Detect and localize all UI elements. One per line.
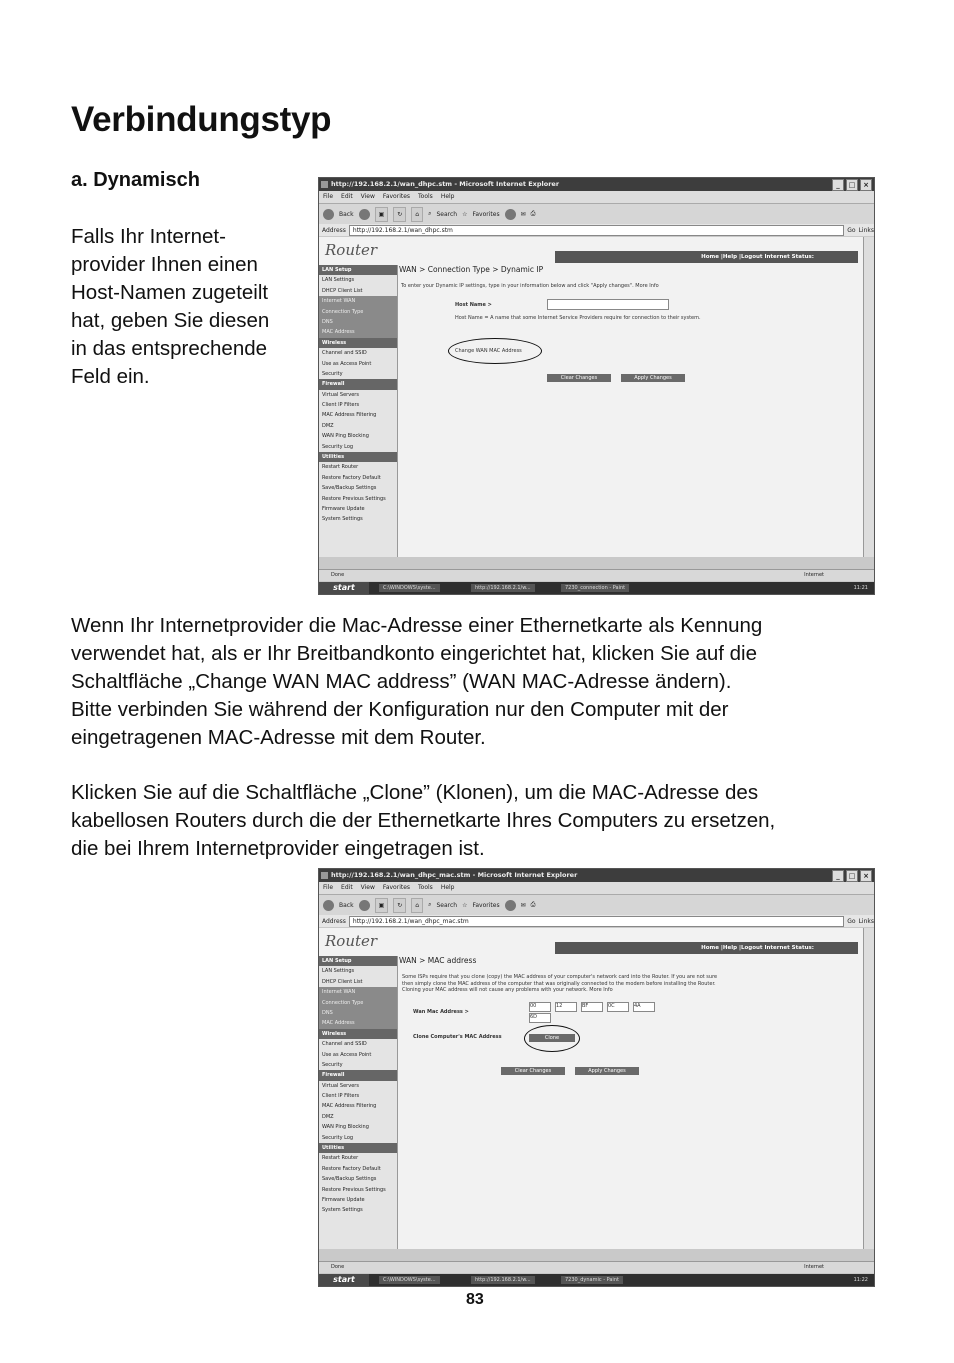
maximize-icon[interactable]: □ [846, 179, 858, 191]
taskbar-item[interactable]: C:\WINDOWS\syste... [379, 584, 440, 592]
sidebar-item[interactable]: Virtual Servers [322, 1082, 359, 1089]
router-sidebar [319, 265, 398, 557]
sidebar-item[interactable]: Restore Previous Settings [322, 1186, 386, 1193]
vertical-scrollbar[interactable] [863, 237, 874, 557]
menu-edit[interactable]: Edit [341, 884, 353, 891]
router-content [399, 956, 864, 1249]
go-button[interactable]: Go [847, 917, 856, 925]
sidebar-item[interactable]: MAC Address Filtering [322, 1103, 377, 1110]
maximize-icon[interactable]: □ [846, 870, 858, 882]
clear-changes-button[interactable]: Clear Changes [501, 1067, 565, 1075]
clone-mac-label: Clone Computer's MAC Address [413, 1034, 502, 1040]
sidebar-item[interactable]: MAC Address [319, 327, 397, 337]
back-label[interactable]: Back [339, 901, 354, 909]
sidebar-item[interactable]: DMZ [322, 422, 334, 429]
sidebar-item[interactable]: System Settings [322, 1207, 363, 1214]
sidebar-item[interactable]: Virtual Servers [322, 391, 359, 398]
sidebar-item[interactable]: Client IP Filters [322, 402, 360, 409]
home-icon[interactable]: ⌂ [411, 898, 423, 913]
sidebar-heading-lan: LAN Setup [319, 956, 397, 966]
status-done: Done [331, 572, 345, 578]
sidebar-item[interactable]: Use as Access Point [322, 1051, 372, 1058]
menu-file[interactable]: File [323, 884, 334, 891]
sidebar-item[interactable]: Restore Previous Settings [322, 495, 386, 502]
favorites-star-icon[interactable]: ☆ [462, 901, 468, 909]
mac-octet-input[interactable]: 12 [555, 1002, 577, 1012]
text-line: in das entsprechende [71, 337, 268, 360]
text-line: provider Ihnen einen [71, 253, 258, 276]
window-titlebar [319, 869, 874, 882]
menu-help[interactable]: Help [440, 884, 455, 891]
status-done: Done [331, 1264, 345, 1270]
print-icon[interactable]: ⎙ [530, 210, 536, 217]
sidebar-item[interactable]: Channel and SSID [322, 350, 367, 357]
history-icon[interactable] [505, 900, 516, 911]
menu-tools[interactable]: Tools [418, 193, 433, 200]
favorites-star-icon[interactable]: ☆ [462, 210, 468, 218]
text-line: Wenn Ihr Internetprovider die Mac-Adresse einer Ethernetkarte als Kennung [71, 614, 763, 637]
sidebar-item[interactable]: Restart Router [322, 1155, 359, 1162]
sidebar-item[interactable]: Firmware Update [322, 505, 365, 512]
text-line: hat, geben Sie diesen [71, 309, 270, 332]
router-intro: To enter your Dynamic IP settings, type in your information below and click "Apply changes". More Info [401, 283, 659, 289]
sidebar-item[interactable]: LAN Settings [322, 277, 355, 284]
ie-icon [321, 181, 328, 188]
refresh-icon[interactable]: ↻ [393, 207, 406, 222]
sidebar-item[interactable]: Security Log [322, 1134, 354, 1141]
sidebar-item[interactable]: Security [322, 1061, 343, 1068]
refresh-icon[interactable]: ↻ [393, 898, 406, 913]
router-content [399, 265, 864, 557]
router-sidebar [319, 956, 398, 1249]
sidebar-heading-wireless: Wireless [319, 1029, 397, 1039]
forward-arrow-icon[interactable] [359, 900, 370, 911]
wan-mac-label: Wan Mac Address > [413, 1009, 469, 1015]
history-icon[interactable] [505, 209, 516, 220]
sidebar-item[interactable]: Internet WAN [319, 987, 397, 997]
router-logo: Router [325, 932, 378, 950]
mac-octet-input[interactable]: 6D [529, 1013, 551, 1023]
windows-taskbar [319, 1274, 874, 1286]
status-zone: Internet [804, 572, 824, 578]
menu-favorites[interactable]: Favorites [382, 193, 411, 200]
taskbar-item[interactable]: C:\WINDOWS\syste... [379, 1276, 440, 1284]
text-line: Feld ein. [71, 365, 150, 388]
text-line: kabellosen Routers durch die der Ethernetkarte Ihres Computers zu ersetzen, [71, 809, 776, 832]
home-icon[interactable]: ⌂ [411, 207, 423, 222]
stop-icon[interactable]: ▣ [375, 207, 389, 222]
mac-octet-input[interactable]: 0C [607, 1002, 629, 1012]
router-header-bar[interactable]: Home |Help |Logout Internet Status: [555, 251, 858, 263]
sidebar-heading-utilities: Utilities [319, 1143, 397, 1153]
sidebar-item[interactable]: Connection Type [319, 998, 397, 1008]
window-title: http://192.168.2.1/wan_dhpc_mac.stm - Microsoft Internet Explorer [331, 871, 578, 879]
apply-changes-button[interactable]: Apply Changes [621, 374, 685, 382]
status-zone: Internet [804, 1264, 824, 1270]
mac-octet-input[interactable]: 00 [529, 1002, 551, 1012]
sidebar-item[interactable]: Internet WAN [319, 296, 397, 306]
sidebar-item[interactable]: DNS [319, 1008, 397, 1018]
address-bar [319, 915, 874, 927]
host-name-help: Host Name = A name that some Internet Service Providers require for connection to their system. [455, 315, 701, 321]
paragraph-clone [71, 779, 775, 863]
search-icon[interactable]: ⌕ [428, 210, 432, 217]
change-mac-link[interactable]: Change WAN MAC Address [455, 348, 522, 354]
paragraph-mac-change [71, 612, 762, 752]
mail-icon[interactable]: ✉ [520, 210, 526, 218]
router-logo: Router [325, 241, 378, 259]
menu-edit[interactable]: Edit [341, 193, 353, 200]
router-page-title: WAN > Connection Type > Dynamic IP [399, 265, 544, 274]
sidebar-item[interactable]: Firmware Update [322, 1196, 365, 1203]
taskbar-item[interactable]: 7230_connection - Paint [561, 584, 629, 592]
text-line: Falls Ihr Internet- [71, 225, 226, 248]
section-subheading: a. Dynamisch [71, 169, 200, 191]
taskbar-clock: 11:21 [853, 585, 868, 591]
minimize-icon[interactable]: _ [832, 179, 844, 191]
menu-tools[interactable]: Tools [418, 884, 433, 891]
back-arrow-icon[interactable] [323, 900, 334, 911]
address-label: Address [322, 226, 346, 234]
print-icon[interactable]: ⎙ [530, 901, 536, 908]
highlight-oval [524, 1025, 580, 1052]
sidebar-item[interactable]: WAN Ping Blocking [322, 1124, 369, 1131]
menu-file[interactable]: File [323, 193, 334, 200]
start-button[interactable]: start [319, 1274, 369, 1286]
sidebar-item[interactable]: DHCP Client List [322, 287, 363, 294]
sidebar-item[interactable]: Client IP Filters [322, 1093, 360, 1100]
host-name-input[interactable] [547, 299, 669, 310]
taskbar-item[interactable]: http://192.168.2.1/w... [471, 584, 535, 592]
address-input[interactable]: http://192.168.2.1/wan_dhpc_mac.stm [349, 916, 844, 927]
window-titlebar [319, 178, 874, 191]
sidebar-item[interactable]: Save/Backup Settings [322, 1176, 377, 1183]
highlight-oval [448, 338, 542, 364]
clear-changes-button[interactable]: Clear Changes [547, 374, 611, 382]
sidebar-item[interactable]: System Settings [322, 516, 363, 523]
back-arrow-icon[interactable] [323, 209, 334, 220]
page-number: 83 [466, 1291, 484, 1308]
sidebar-item[interactable]: Security Log [322, 443, 354, 450]
address-bar [319, 224, 874, 236]
menu-help[interactable]: Help [440, 193, 455, 200]
browser-toolbar [319, 894, 874, 916]
ie-icon [321, 872, 328, 879]
start-button[interactable]: start [319, 582, 369, 594]
address-label: Address [322, 917, 346, 925]
sidebar-heading-lan: LAN Setup [319, 265, 397, 275]
sidebar-item[interactable]: Security [322, 370, 343, 377]
sidebar-item[interactable]: MAC Address Filtering [322, 412, 377, 419]
sidebar-item[interactable]: DHCP Client List [322, 978, 363, 985]
router-intro: Some ISPs require that you clone (copy) the MAC address of your computer's network card into the Router. If you are not sure then simply clone the MAC address of the computer that was originally connected to the modem before installing the Router. Cloning your MAC address will not cause any problems with your network. More Info [402, 974, 718, 993]
window-title: http://192.168.2.1/wan_dhpc.stm - Microsoft Internet Explorer [331, 180, 560, 188]
sidebar-item[interactable]: MAC Address [319, 1018, 397, 1028]
favorites-label[interactable]: Favorites [472, 901, 500, 909]
text-line: Klicken Sie auf die Schaltfläche „Clone” (Klonen), um die MAC-Adresse des [71, 781, 759, 804]
page-heading: Verbindungstyp [71, 100, 332, 139]
text-line: Schaltfläche „Change WAN MAC address” (WAN MAC-Adresse ändern). [71, 670, 732, 693]
favorites-label[interactable]: Favorites [472, 210, 500, 218]
close-icon[interactable]: × [860, 179, 872, 191]
menu-bar [319, 882, 874, 894]
page-viewport [319, 928, 864, 1249]
sidebar-item[interactable]: DMZ [322, 1113, 334, 1120]
sidebar-item[interactable]: Connection Type [319, 307, 397, 317]
status-bar [319, 1261, 874, 1273]
sidebar-item[interactable]: WAN Ping Blocking [322, 433, 369, 440]
text-line: eingetragenen MAC-Adresse mit dem Router. [71, 726, 486, 749]
sidebar-item[interactable]: DNS [319, 317, 397, 327]
apply-changes-button[interactable]: Apply Changes [575, 1067, 639, 1075]
sidebar-item[interactable]: Channel and SSID [322, 1041, 367, 1048]
menu-favorites[interactable]: Favorites [382, 884, 411, 891]
menu-view[interactable]: View [360, 884, 375, 891]
minimize-icon[interactable]: _ [832, 870, 844, 882]
close-icon[interactable]: × [860, 870, 872, 882]
windows-taskbar [319, 582, 874, 594]
status-bar [319, 569, 874, 581]
router-page-title: WAN > MAC address [399, 956, 477, 965]
taskbar-item[interactable]: 7230_dynamic - Paint [561, 1276, 623, 1284]
taskbar-item[interactable]: http://192.168.2.1/w... [471, 1276, 535, 1284]
search-label[interactable]: Search [436, 901, 458, 909]
sidebar-item[interactable]: Restart Router [322, 464, 359, 471]
sidebar-heading-firewall: Firewall [319, 379, 397, 389]
search-label[interactable]: Search [436, 210, 458, 218]
sidebar-item[interactable]: Use as Access Point [322, 360, 372, 367]
text-line: Bitte verbinden Sie während der Konfiguration nur den Computer mit der [71, 698, 729, 721]
links-label[interactable]: Links [858, 917, 874, 925]
links-label[interactable]: Links [858, 226, 874, 234]
sidebar-heading-wireless: Wireless [319, 338, 397, 348]
mail-icon[interactable]: ✉ [520, 901, 526, 909]
sidebar-item[interactable]: Restore Factory Default [322, 1165, 381, 1172]
screenshot-mac-address [318, 868, 875, 1287]
router-header-bar[interactable]: Home |Help |Logout Internet Status: [555, 942, 858, 954]
clone-button[interactable]: Clone [529, 1034, 575, 1042]
sidebar-heading-firewall: Firewall [319, 1070, 397, 1080]
page-viewport [319, 237, 864, 557]
address-input[interactable]: http://192.168.2.1/wan_dhpc.stm [349, 225, 844, 236]
vertical-scrollbar[interactable] [863, 928, 874, 1249]
sidebar-heading-utilities: Utilities [319, 452, 397, 462]
browser-toolbar [319, 203, 874, 225]
text-line: Host-Namen zugeteilt [71, 281, 269, 304]
mac-octet-input[interactable]: BF [581, 1002, 603, 1012]
go-button[interactable]: Go [847, 226, 856, 234]
sidebar-item[interactable]: Save/Backup Settings [322, 485, 377, 492]
text-line: die bei Ihrem Internetprovider eingetragen ist. [71, 837, 485, 860]
search-icon[interactable]: ⌕ [428, 901, 432, 908]
mac-octet-input[interactable]: 4A [633, 1002, 655, 1012]
host-name-label: Host Name > [455, 302, 492, 308]
text-line: verwendet hat, als er Ihr Breitbandkonto eingerichtet hat, klicken Sie auf die [71, 642, 758, 665]
screenshot-dynamic-ip [318, 177, 875, 595]
sidebar-item[interactable]: Restore Factory Default [322, 474, 381, 481]
menu-bar [319, 191, 874, 203]
sidebar-item[interactable]: LAN Settings [322, 968, 355, 975]
menu-view[interactable]: View [360, 193, 375, 200]
stop-icon[interactable]: ▣ [375, 898, 389, 913]
forward-arrow-icon[interactable] [359, 209, 370, 220]
taskbar-clock: 11:22 [853, 1277, 868, 1283]
intro-paragraph [71, 223, 269, 391]
back-label[interactable]: Back [339, 210, 354, 218]
